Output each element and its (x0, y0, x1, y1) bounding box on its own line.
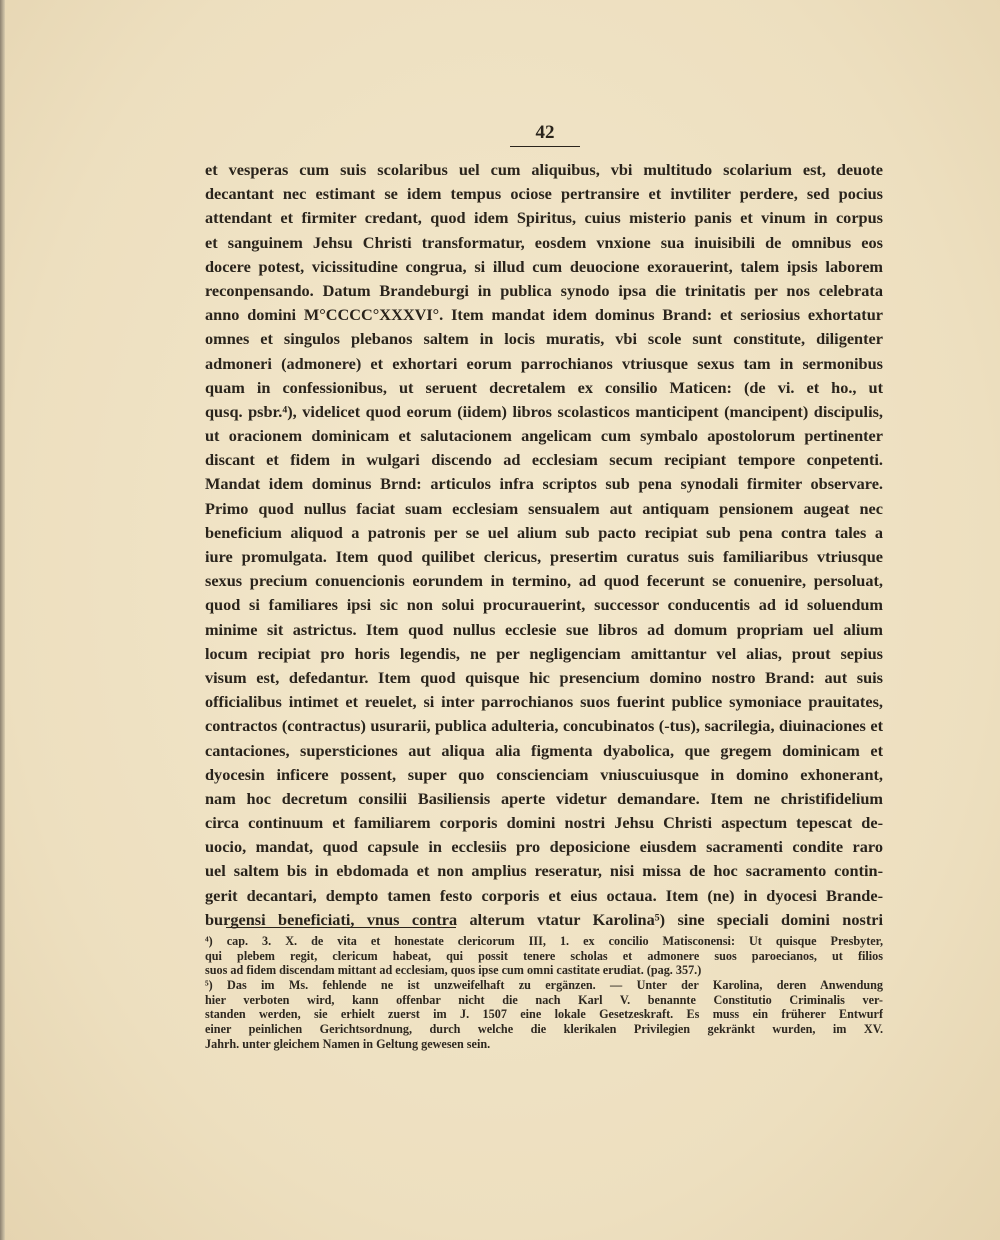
footnote-line: einer peinlichen Gerichtsordnung, durch welche die klerikalen Privilegien gekränkt wurden, im XV. (205, 1022, 883, 1037)
text-line: minime sit astrictus. Item quod nullus ecclesie sue libros ad domum propriam uel alium (205, 619, 883, 639)
footnote-line: hier verboten wird, kann offenbar nicht die nach Karl V. benannte Constitutio Criminalis ver- (205, 992, 883, 1007)
text-line: decantant nec estimant se idem tempus ociose pertransire et invtiliter perdere, sed pocius (205, 184, 883, 204)
text-line: beneficium aliquod a patronis per se uel alium sub pacto recipiat sub pena contra tales a (205, 522, 883, 542)
text-line: omnes et singulos plebanos saltem in locis muratis, vbi scole sunt constitute, diligenter (205, 329, 883, 349)
page-edge-shadow (0, 0, 5, 1240)
text-line: uel saltem bis in ebdomada et non amplius reseratur, nisi missa de hoc sacramento contin- (205, 861, 883, 881)
text-line: iure promulgata. Item quod quilibet clericus, presertim curatus suis familiaribus vtriusque (205, 547, 883, 566)
footnote-line: qui plebem regit, clericum habeat, qui possit tenere scholas et admonere suos paroecianos, ut filios (205, 948, 883, 963)
footnote-line: ⁵) Das im Ms. fehlende ne ist unzweifelhaft zu ergänzen. — Unter der Karolina, deren Anwendung (205, 978, 883, 993)
text-line: visum est, defedantur. Item quod quisque hic presencium domino nostro Brand: aut suis (205, 667, 883, 687)
main-text (205, 158, 883, 932)
text-line: quod si familiares ipsi sic non solui procurauerint, successor conducentis ad id soluendum (205, 595, 883, 615)
text-line: officialibus intimet et reuelet, si inter parrochianos suos fuerint publice symoniace prauitates, (205, 692, 883, 712)
page-number-rule (510, 146, 580, 147)
text-line: reconpensando. Datum Brandeburgi in publica synodo ipsa die trinitatis per nos celebrata (205, 280, 883, 300)
text-line: nam hoc decretum consilii Basiliensis aperte videtur demandare. Item ne christifidelium (205, 788, 883, 808)
page-number: 42 (535, 122, 555, 143)
text-line: dyocesin inficere possent, super quo conscienciam vniuscuiusque in domino exhonerant, (205, 764, 883, 784)
text-line: burgensi beneficiati, vnus contra alterum vtatur Karolina⁵) sine speciali domini nostri (205, 909, 883, 929)
footnote-separator (226, 927, 456, 928)
text-line: ut oracionem dominicam et salutacionem angelicam cum symbalo apostolorum pertinenter (205, 426, 883, 446)
text-line: cantaciones, supersticiones aut aliqua alia figmenta dyabolica, que gregem dominicam et (205, 740, 883, 760)
text-line: sexus precium conuencionis eorundem in termino, ad quod fecerunt se conuenire, persoluat, (205, 571, 883, 591)
text-line: gerit decantari, dempto tamen festo corporis et eius octaua. Item (ne) in dyocesi Brande- (205, 885, 883, 905)
text-line: Mandat idem dominus Brnd: articulos infra scriptos sub pena synodali firmiter observare. (205, 474, 883, 494)
text-line: docere potest, vicissitudine congrua, si illud cum deuocione exorauerint, talem ipsis laborem (205, 256, 883, 276)
text-line: anno domini M°CCCC°XXXVI°. Item mandat idem dominus Brand: et seriosius exhortatur (205, 305, 883, 325)
text-line: et vesperas cum suis scolaribus uel cum aliquibus, vbi multitudo scolarium est, deuote (205, 160, 883, 179)
footnote-line: suos ad fidem discendam mittant ad ecclesiam, quos ipse cum omni castitate erudiat. (pag. 357.) (205, 963, 702, 978)
text-line: attendant et firmiter credant, quod idem Spiritus, cuius misterio panis et vinum in corpus (205, 208, 883, 228)
text-line: discant et fidem in wulgari discendo ad ecclesiam secum recipiant tempore conpetenti. (205, 450, 883, 470)
text-line: et sanguinem Jehsu Christi transformatur, eosdem vnxione sua inuisibili de omnibus eos (205, 232, 883, 252)
text-line: uocio, mandat, quod capsule in ecclesiis pro deposicione eiusdem sacramenti condite raro (205, 837, 883, 857)
footnotes (205, 934, 883, 1052)
text-line: Primo quod nullus faciat suam ecclesiam sensualem aut antiquam pensionem augeat nec (205, 498, 883, 518)
text-line: quam in confessionibus, ut seruent decretalem ex consilio Maticen: (de vi. et ho., ut (205, 377, 883, 397)
footnote-line: standen werden, sie erhielt zuerst im J. 1507 eine lokale Gesetzeskraft. Es muss ein früherer Entwurf (205, 1007, 883, 1022)
footnote-line: ⁴) cap. 3. X. de vita et honestate clericorum III, 1. ex concilio Matisconensi: Ut quisque Presbyter, (205, 934, 883, 948)
text-line: admoneri (admonere) et exhortari eorum parrochianos vtriusque sexus tam in sermonibus (205, 353, 883, 373)
text-line: contractos (contractus) usurarii, publica adulteria, concubinatos (-tus), sacrilegia, diuinaciones et (205, 716, 883, 736)
text-line: qusq. psbr.⁴), videlicet quod eorum (iidem) libros scolasticos manticipent (mancipent) discipulis, (205, 401, 883, 421)
footnote-line: Jahrh. unter gleichem Namen in Geltung gewesen sein. (205, 1036, 491, 1051)
text-line: circa continuum et familiarem corporis domini nostri Jehsu Christi aspectum tepescat de- (205, 813, 883, 833)
text-line: locum recipiat pro horis legendis, ne per negligenciam amittantur vel alias, prout sepius (205, 643, 883, 663)
